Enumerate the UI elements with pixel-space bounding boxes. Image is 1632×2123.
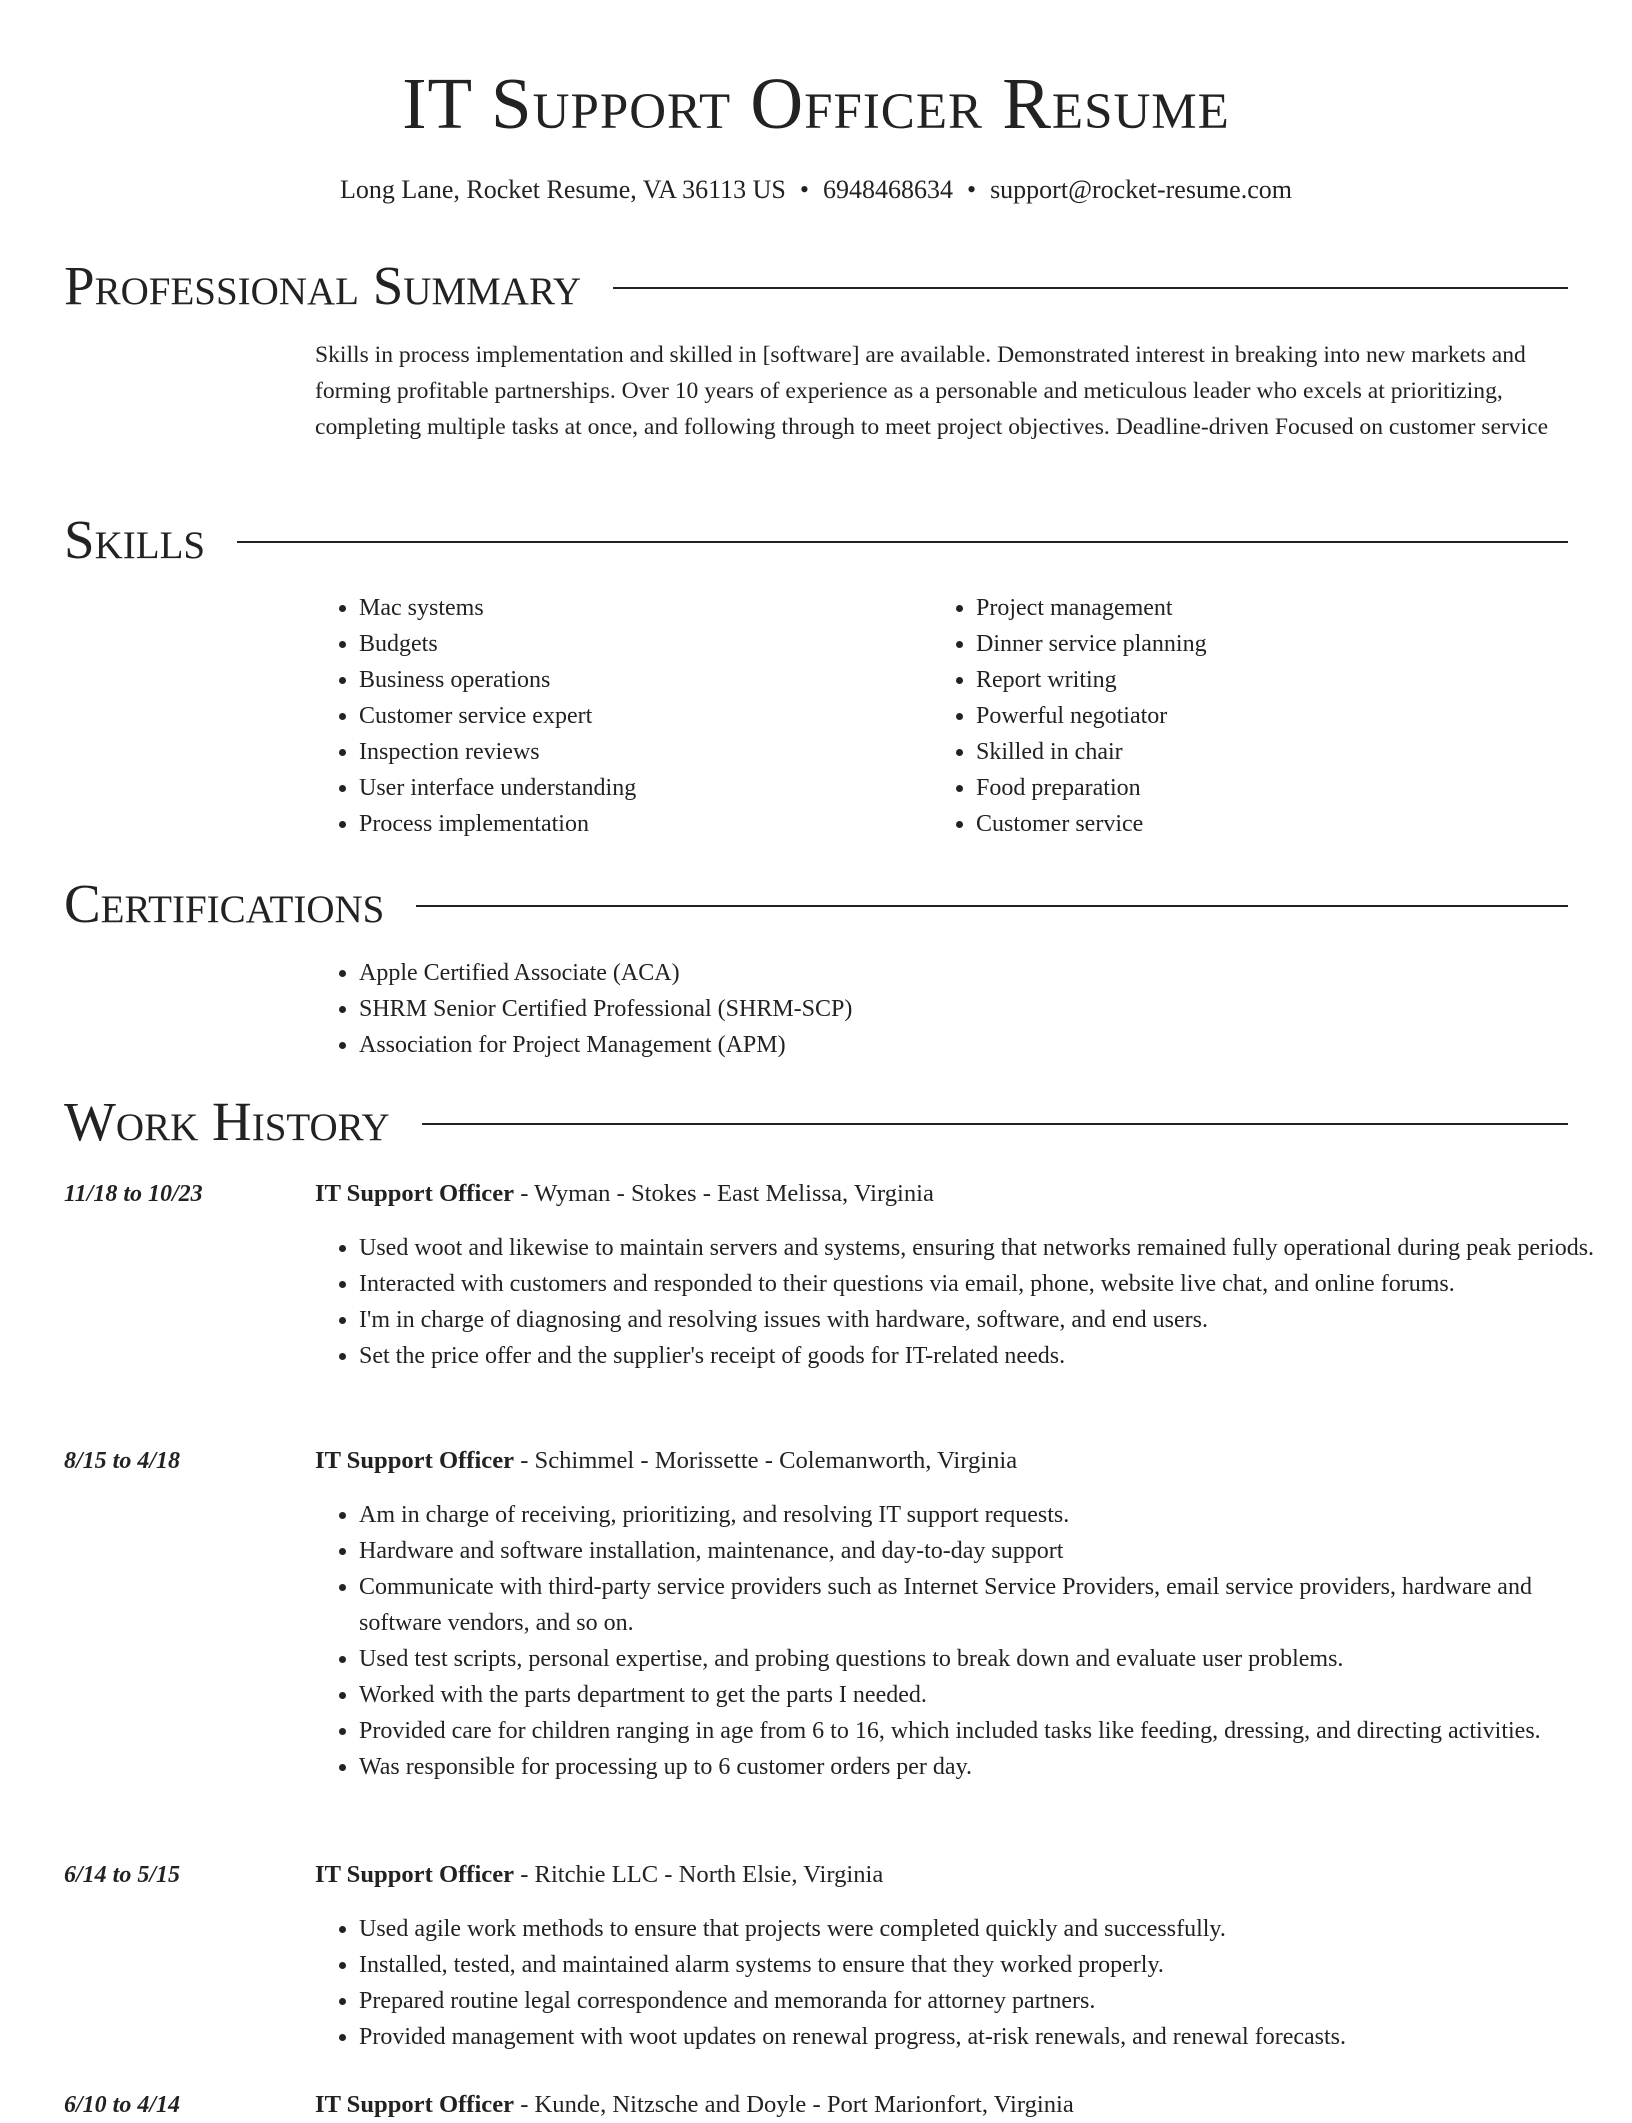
job-dates: 6/10 to 4/14: [64, 2092, 181, 2118]
resume-title: IT Support Officer Resume: [402, 63, 1230, 144]
job-bullet: • Used agile work methods to ensure that projects were completed quickly and successfully.: [359, 1911, 1612, 1947]
job-bullets: [315, 1911, 1612, 2055]
section-divider: [416, 905, 1568, 907]
job-dates: 11/18 to 10/23: [64, 1181, 203, 1207]
certification-item: • SHRM Senior Certified Professional (SHRM-SCP): [359, 991, 1570, 1027]
contact-phone: 6948468634: [822, 175, 953, 204]
skills-section-header: [64, 508, 1568, 572]
contact-separator: •: [799, 175, 809, 204]
skill-item: • Customer service: [976, 806, 1492, 842]
skill-item: • Food preparation: [976, 770, 1492, 806]
job-bullet: • Provided management with woot updates on renewal progress, at-risk renewals, and renewal forecasts.: [359, 2019, 1612, 2055]
skill-item: • Business operations: [359, 662, 875, 698]
job-bullet: • Used test scripts, personal expertise, and probing questions to break down and evaluate user problems.: [359, 1641, 1612, 1677]
contact-address: Long Lane, Rocket Resume, VA 36113 US: [340, 175, 786, 204]
skill-item: • Process implementation: [359, 806, 875, 842]
job-company: - Schimmel - Morissette - Colemanworth, Virginia: [514, 1447, 1018, 1474]
job-bullet: • Am in charge of receiving, prioritizing, and resolving IT support requests.: [359, 1497, 1612, 1533]
job-dates: 6/14 to 5/15: [64, 1862, 181, 1888]
job-header: [315, 1857, 883, 1893]
skill-item: • User interface understanding: [359, 770, 875, 806]
contact-separator: •: [966, 175, 977, 204]
certifications-section-header: [64, 872, 1568, 936]
job-header: [315, 1176, 934, 1212]
skill-item: • Report writing: [976, 662, 1492, 698]
job-bullet: • Interacted with customers and responded to their questions via email, phone, website live chat, and online forums.: [359, 1266, 1612, 1302]
skill-item: • Inspection reviews: [359, 734, 875, 770]
skills-heading: Skills: [64, 509, 206, 570]
skill-item: • Customer service expert: [359, 698, 875, 734]
section-divider: [613, 287, 1568, 289]
job-bullets: [315, 1230, 1612, 1374]
job-title: IT Support Officer: [315, 2091, 515, 2118]
skill-item: • Dinner service planning: [976, 626, 1492, 662]
job-company: - Ritchie LLC - North Elsie, Virginia: [514, 1861, 884, 1888]
certifications-heading: Certifications: [64, 873, 385, 934]
job-header: [315, 2087, 1074, 2123]
job-bullet: • I'm in charge of diagnosing and resolving issues with hardware, software, and end users.: [359, 1302, 1612, 1338]
skill-item: • Skilled in chair: [976, 734, 1492, 770]
job-bullet: • Installed, tested, and maintained alarm systems to ensure that they worked properly.: [359, 1947, 1612, 1983]
job-bullets: [315, 1497, 1612, 1785]
section-divider: [422, 1123, 1568, 1125]
job-title: IT Support Officer: [315, 1861, 515, 1888]
job-bullet: • Set the price offer and the supplier's receipt of goods for IT-related needs.: [359, 1338, 1612, 1374]
skills-column-left: [315, 590, 875, 842]
work-history-section-header: [64, 1090, 1568, 1154]
job-title: IT Support Officer: [315, 1447, 515, 1474]
certifications-list: [315, 955, 1570, 1063]
job-bullet: • Was responsible for processing up to 6 customer orders per day.: [359, 1749, 1612, 1785]
skills-column-right: [932, 590, 1492, 842]
job-company: - Kunde, Nitzsche and Doyle - Port Marionfort, Virginia: [514, 2091, 1074, 2118]
section-divider: [237, 541, 1568, 543]
job-title: IT Support Officer: [315, 1180, 515, 1207]
job-dates: 8/15 to 4/18: [64, 1448, 181, 1474]
job-company: - Wyman - Stokes - East Melissa, Virginia: [514, 1180, 934, 1207]
skill-item: • Powerful negotiator: [976, 698, 1492, 734]
contact-email[interactable]: support@rocket-resume.com: [990, 175, 1292, 204]
certification-item: • Apple Certified Associate (ACA): [359, 955, 1570, 991]
job-bullet: • Used woot and likewise to maintain servers and systems, ensuring that networks remained fully operational during peak periods.: [359, 1230, 1612, 1266]
job-bullet: • Communicate with third-party service providers such as Internet Service Providers, email service providers, hardware and software vendors, and so on.: [359, 1569, 1612, 1641]
skill-item: • Mac systems: [359, 590, 875, 626]
job-bullet: • Prepared routine legal correspondence and memoranda for attorney partners.: [359, 1983, 1612, 2019]
contact-line: [0, 172, 1632, 208]
work-history-heading: Work History: [64, 1091, 390, 1152]
job-header: [315, 1443, 1017, 1479]
summary-section-header: [64, 254, 1568, 318]
summary-text: Skills in process implementation and skilled in [software] are available. Demonstrated interest in breaking into new markets and forming profitable partnerships. Over 10 years of experience as a personable and meticulous leader who excels at prioritizing, completing multiple tasks at once, and following through to meet project objectives. Deadline-driven Focused on customer service: [315, 342, 1549, 440]
summary-heading: Professional Summary: [64, 255, 582, 316]
job-bullet: • Provided care for children ranging in age from 6 to 16, which included tasks like feeding, dressing, and directing activities.: [359, 1713, 1612, 1749]
certification-item: • Association for Project Management (APM): [359, 1027, 1570, 1063]
job-bullet: • Worked with the parts department to get the parts I needed.: [359, 1677, 1612, 1713]
skill-item: • Budgets: [359, 626, 875, 662]
skill-item: • Project management: [976, 590, 1492, 626]
job-bullet: • Hardware and software installation, maintenance, and day-to-day support: [359, 1533, 1612, 1569]
